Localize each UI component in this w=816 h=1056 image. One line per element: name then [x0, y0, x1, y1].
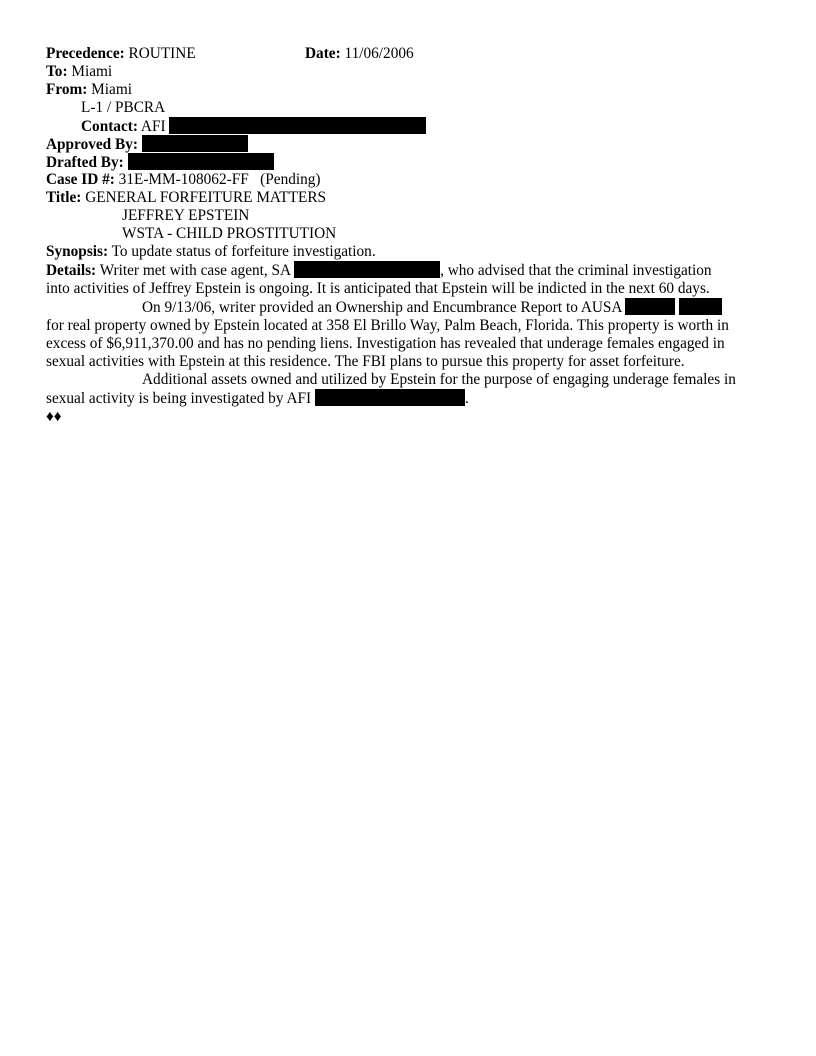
contact-value: AFI [140, 118, 166, 135]
to-line [46, 63, 736, 81]
date-label: Date: [305, 45, 341, 62]
synopsis-label: Synopsis: [46, 243, 109, 260]
details-paragraph-3 [46, 371, 736, 408]
contact-label: Contact: [81, 118, 138, 135]
synopsis-value: To update status of forfeiture investigation. [111, 243, 376, 260]
to-value: Miami [71, 63, 113, 80]
redaction-block [625, 298, 675, 315]
from-unit-line [46, 99, 736, 117]
synopsis-line [46, 243, 736, 261]
details-p1-c: investigation into activities of Jeffrey Epstein is ongoing. It is anticipated that Epstein will be indicted in the next 60 days. [46, 262, 712, 297]
end-mark-line [46, 408, 736, 426]
title-value-2: JEFFREY EPSTEIN [122, 207, 250, 224]
details-p2-b: for real property owned by Epstein located at 358 El Brillo Way, Palm Beach, Florida. This property is worth in excess of $6,911,370.00 and has no pending liens. Investigation has revealed that underage females engaged in sexual activities with Epstein at this residence. The FBI plans to pursue this property for asset forfeiture. [46, 317, 729, 370]
details-p3-a: Additional assets owned and utilized by Epstein for the purpose of engaging underage females in sexual activity is being investigated by AFI [46, 371, 736, 407]
end-mark: ♦♦ [46, 408, 62, 425]
from-line [46, 81, 736, 99]
precedence-label: Precedence: [46, 45, 125, 62]
case-label: Case ID #: [46, 171, 115, 188]
details-p3-b: . [464, 390, 469, 407]
drafted-line [46, 153, 736, 171]
details-p1-b: , who advised that the criminal [440, 262, 629, 279]
from-unit: L-1 / PBCRA [81, 99, 166, 116]
date-value: 11/06/2006 [344, 45, 414, 62]
redaction-block [679, 298, 722, 315]
redaction-block [294, 261, 440, 278]
details-paragraph-2 [46, 298, 736, 371]
to-label: To: [46, 63, 68, 80]
title-line-2 [46, 207, 736, 225]
redaction-block [128, 153, 274, 170]
title-value-3: WSTA - CHILD PROSTITUTION [122, 225, 337, 242]
redaction-block [169, 117, 426, 134]
details-p1-a: Writer met with case agent, SA [99, 262, 291, 279]
memo-page [46, 45, 736, 426]
redaction-block [142, 135, 248, 152]
drafted-label: Drafted By: [46, 154, 124, 171]
details-paragraph-1 [46, 261, 736, 298]
case-value: 31E-MM-108062-FF (Pending) [118, 171, 321, 188]
redaction-block [315, 389, 465, 406]
case-line [46, 171, 736, 189]
from-value: Miami [91, 81, 132, 98]
date-field [305, 45, 414, 63]
approved-label: Approved By: [46, 136, 138, 153]
contact-line [46, 117, 736, 135]
approved-line [46, 135, 736, 153]
title-label: Title: [46, 189, 82, 206]
precedence-line [46, 45, 736, 63]
from-label: From: [46, 81, 88, 98]
details-p2-a: On 9/13/06, writer provided an Ownership and Encumbrance Report to AUSA [142, 299, 622, 316]
title-line [46, 189, 736, 207]
precedence-value: ROUTINE [128, 45, 196, 62]
title-value-1: GENERAL FORFEITURE MATTERS [85, 189, 327, 206]
title-line-3 [46, 225, 736, 243]
details-label: Details: [46, 262, 97, 279]
